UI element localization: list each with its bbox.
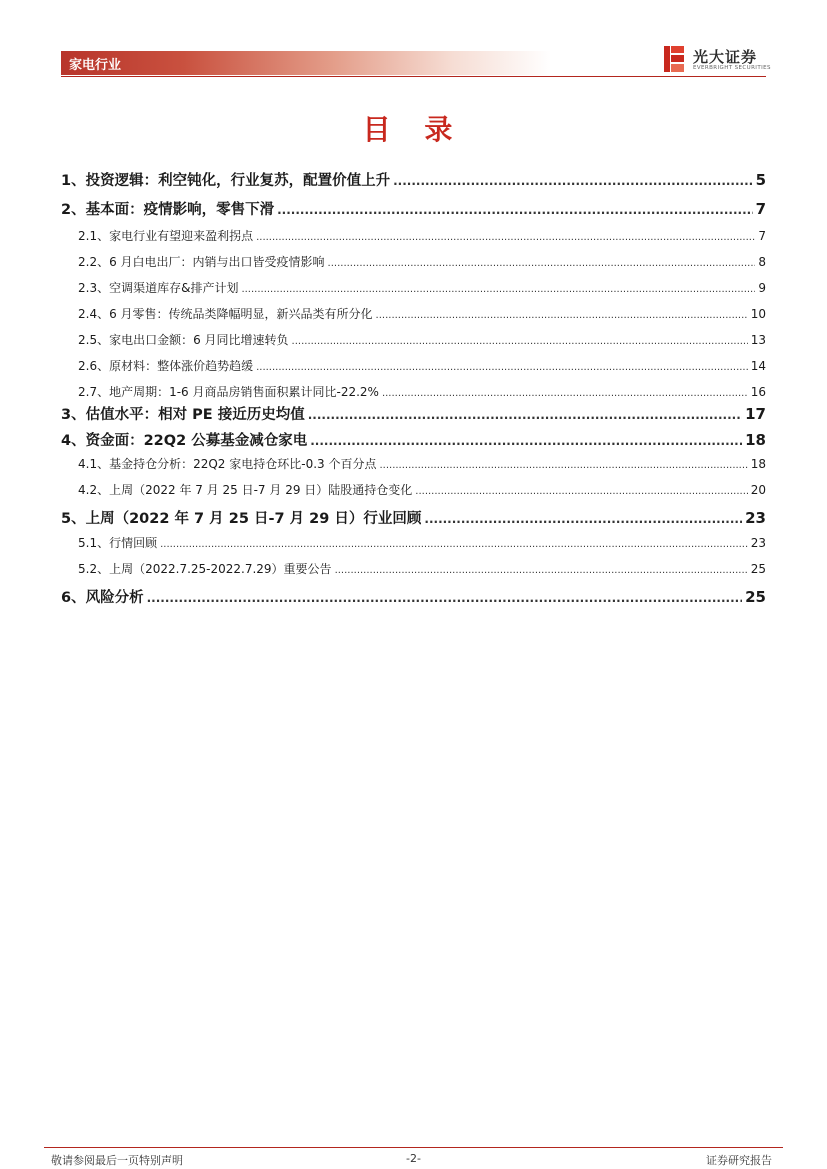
toc-leader-dots [310,434,742,448]
report-type: 证券研究报告 [706,1154,772,1167]
toc-entry-title: 2、基本面：疫情影响，零售下滑 [61,202,275,218]
toc-entry-page: 20 [750,483,766,497]
toc-entry-section[interactable] [61,534,766,551]
toc-entry-chapter[interactable] [61,586,766,607]
toc-entry-title: 5.1、行情回顾 [78,536,158,550]
toc-entry-title: 6、风险分析 [61,590,144,606]
toc-leader-dots [328,258,756,269]
toc-entry-page: 17 [745,405,766,423]
toc-entry-title: 4.2、上周（2022 年 7 月 25 日-7 月 29 日）陆股通持仓变化 [78,483,413,497]
toc-entry-title: 1、投资逻辑：利空钝化，行业复苏，配置价值上升 [61,173,391,189]
toc-leader-dots [393,174,752,188]
footer-disclaimer: 敬请参阅最后一页特别声明 [51,1154,183,1167]
toc-leader-dots [147,591,743,605]
toc-entry-page: 18 [745,431,766,449]
toc-leader-dots [308,408,742,422]
toc-leader-dots [335,565,748,576]
toc-entry-page: 7 [755,200,766,218]
toc-entry-page: 23 [745,509,766,527]
toc-entry-section[interactable] [61,560,766,577]
toc-entry-title: 4.1、基金持仓分析：22Q2 家电持仓环比-0.3 个百分点 [78,457,377,471]
toc-title: 目 录 [362,113,465,146]
toc-entry-title: 2.2、6 月白电出厂：内销与出口皆受疫情影响 [78,255,325,269]
toc-entry-page: 18 [750,457,766,471]
toc-leader-dots [292,336,748,347]
toc-entry-page: 23 [750,536,766,550]
brand-name: 光大证券 [693,48,758,66]
brand-logo [662,44,772,74]
toc-entry-page: 10 [750,307,766,321]
toc-leader-dots [241,284,755,295]
section-label: 家电行业 [69,58,122,73]
toc-entry-section[interactable] [61,305,766,322]
toc-entry-title: 2.7、地产周期：1-6 月商品房销售面积累计同比-22.2% [78,385,379,399]
toc-entry-page: 25 [745,588,766,606]
toc-entry-title: 2.1、家电行业有望迎来盈利拐点 [78,229,254,243]
toc-entry-chapter[interactable] [61,507,766,528]
toc-entry-page: 14 [750,359,766,373]
toc-leader-dots [415,486,747,497]
toc-entry-title: 3、估值水平：相对 PE 接近历史均值 [61,407,305,423]
toc-leader-dots [376,310,748,321]
toc-entry-page: 9 [758,281,766,295]
toc-entry-page: 7 [758,229,766,243]
toc-entry-chapter[interactable] [61,403,766,424]
toc-entry-title: 2.4、6 月零售：传统品类降幅明显，新兴品类有所分化 [78,307,373,321]
toc-entry-title: 5.2、上周（2022.7.25-2022.7.29）重要公告 [78,562,332,576]
brand-mark-icon [662,44,686,74]
toc-entry-section[interactable] [61,383,766,400]
page-number: -2- [406,1152,421,1165]
header-section-bar [61,51,551,75]
toc-entry-page: 13 [750,333,766,347]
toc-leader-dots [160,539,748,550]
toc-entry-title: 5、上周（2022 年 7 月 25 日-7 月 29 日）行业回顾 [61,511,422,527]
toc-leader-dots [256,362,748,373]
brand-subtitle: EVERBRIGHT SECURITIES [693,65,771,71]
toc-leader-dots [256,232,755,243]
toc-entry-section[interactable] [61,279,766,296]
toc-entry-chapter[interactable] [61,198,766,219]
toc-entry-title: 2.5、家电出口金额：6 月同比增速转负 [78,333,289,347]
toc-entry-title: 2.3、空调渠道库存&排产计划 [78,281,239,295]
toc-entry-title: 4、资金面：22Q2 公募基金减仓家电 [61,433,308,449]
toc-entry-section[interactable] [61,455,766,472]
toc-leader-dots [382,388,748,399]
toc-entry-page: 16 [750,385,766,399]
toc-entry-page: 25 [750,562,766,576]
header-divider [61,76,766,77]
toc-leader-dots [424,512,742,526]
toc-entry-page: 5 [755,171,766,189]
toc-entry-section[interactable] [61,253,766,270]
toc-leader-dots [379,460,747,471]
toc-entry-section[interactable] [61,227,766,244]
toc-entry-section[interactable] [61,481,766,498]
toc-entry-section[interactable] [61,357,766,374]
footer-divider [44,1147,783,1148]
toc-leader-dots [277,203,752,217]
toc-entry-section[interactable] [61,331,766,348]
toc-entry-chapter[interactable] [61,429,766,450]
toc-entry-chapter[interactable] [61,169,766,190]
toc-entry-title: 2.6、原材料：整体涨价趋势趋缓 [78,359,254,373]
toc-entry-page: 8 [758,255,766,269]
